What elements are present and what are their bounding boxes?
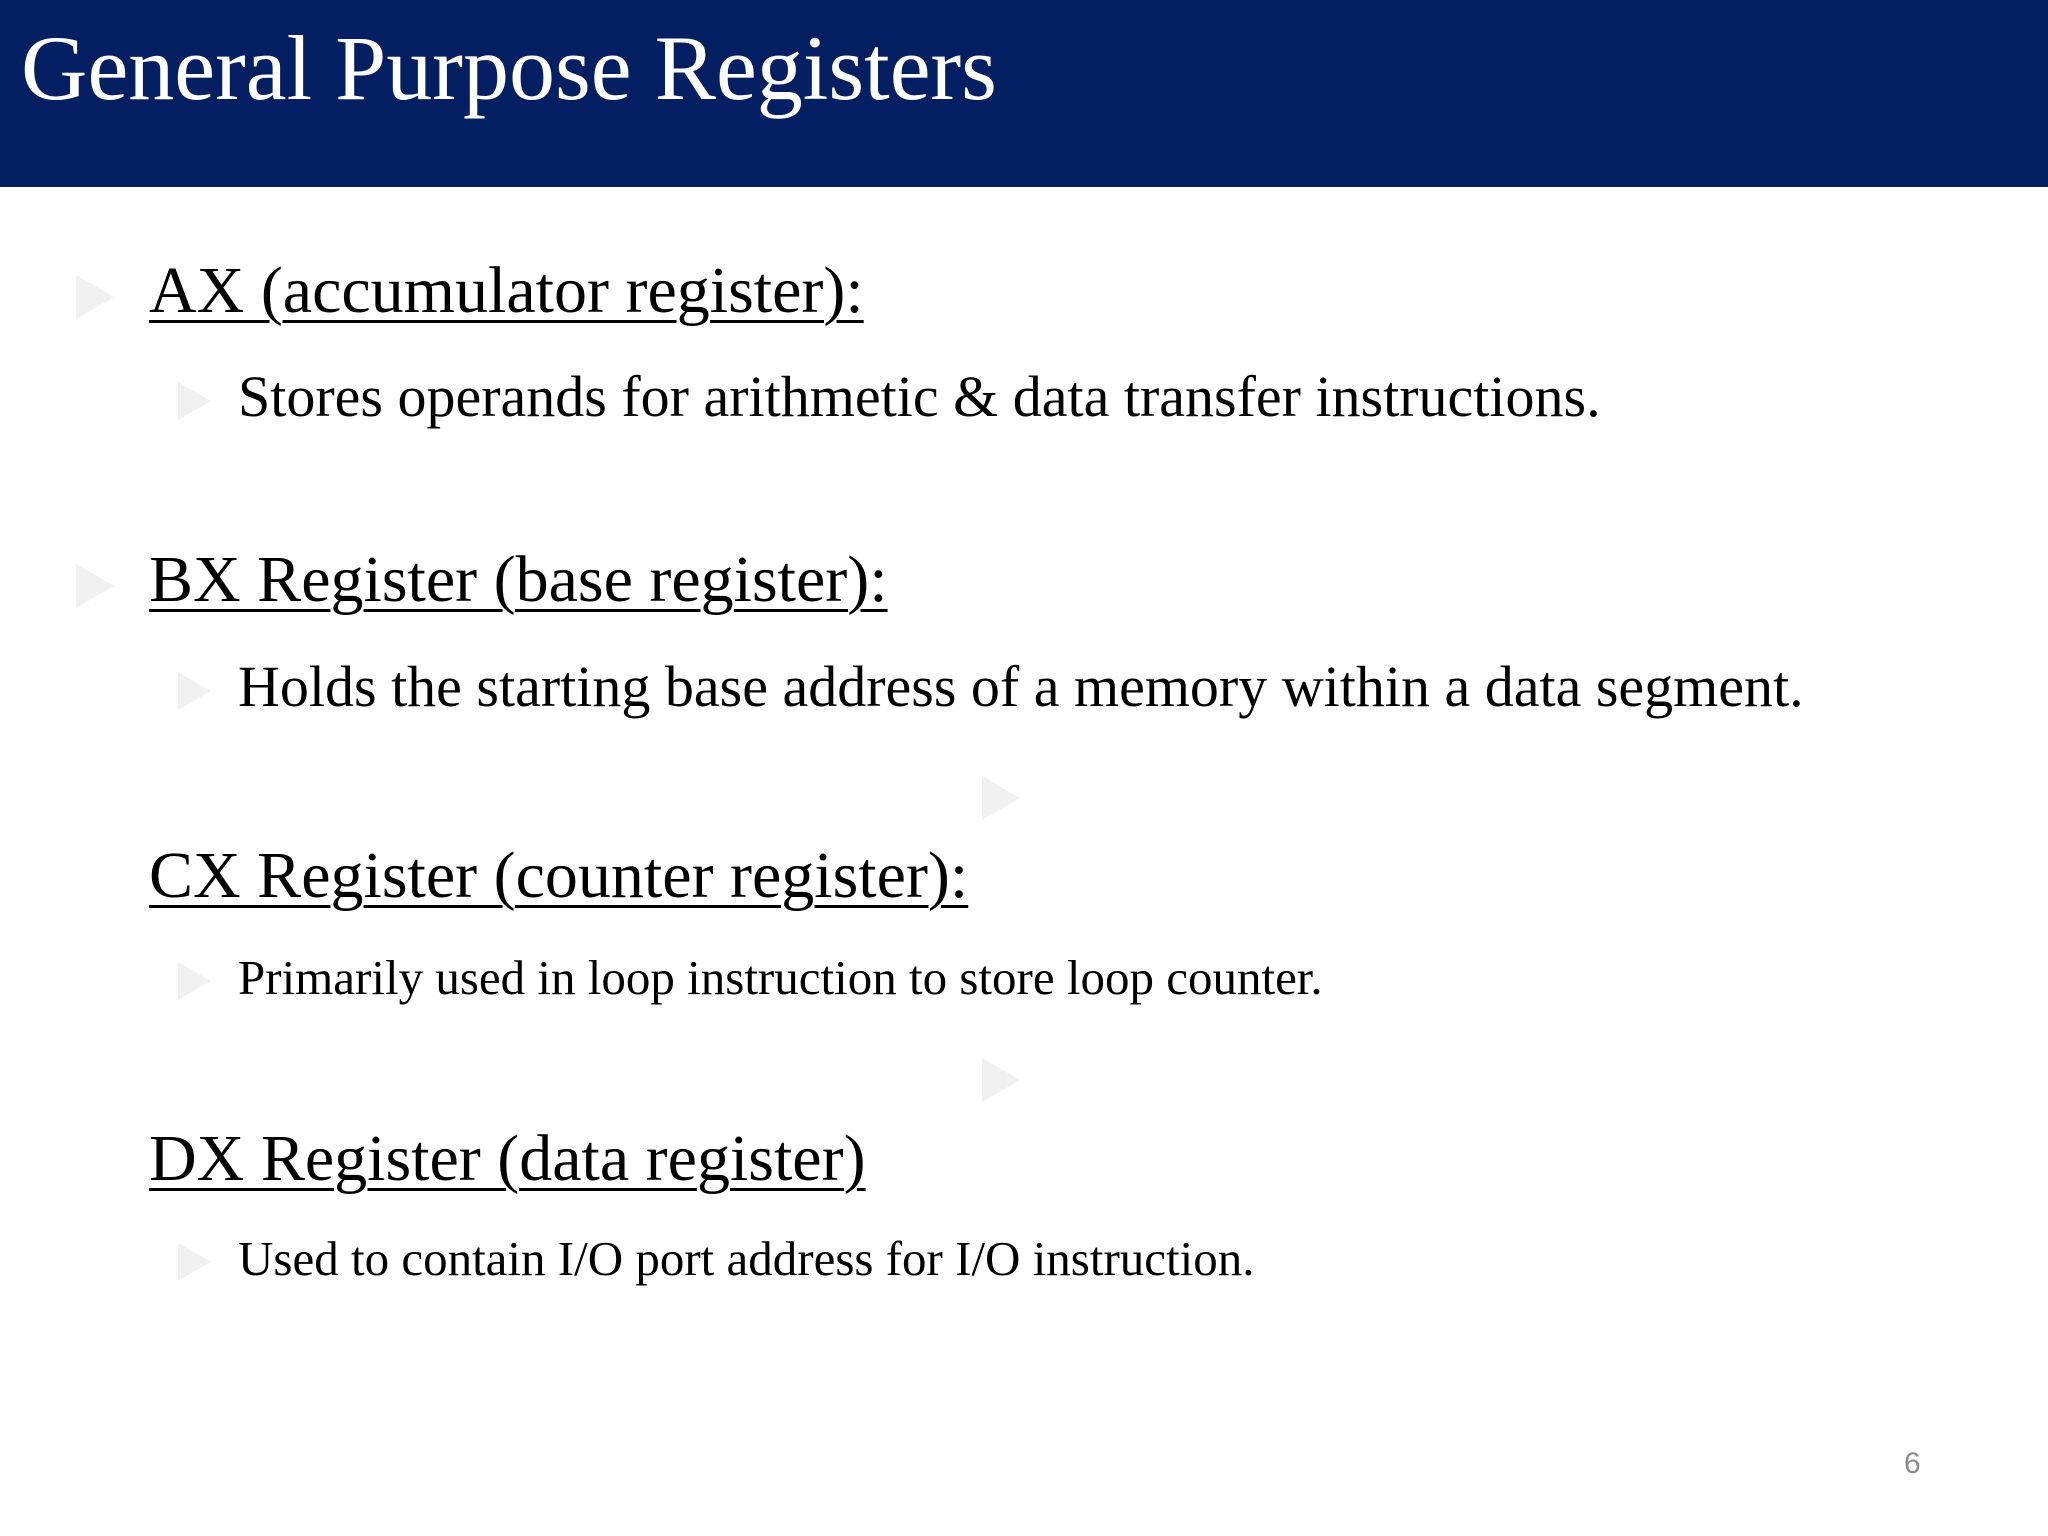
register-cx-heading: CX Register (counter register): — [149, 839, 969, 912]
bullet-arrow-icon — [982, 776, 1020, 820]
bullet-arrow-icon — [982, 1058, 1020, 1102]
bullet-arrow-icon — [178, 672, 211, 710]
slide-title: General Purpose Registers — [21, 17, 997, 119]
register-cx-description: Primarily used in loop instruction to store loop counter. — [238, 950, 1323, 1005]
register-bx-description: Holds the starting base address of a memory within a data segment. — [238, 654, 1804, 719]
bullet-arrow-icon — [178, 1243, 211, 1281]
bullet-arrow-icon — [76, 564, 114, 608]
register-dx-heading: DX Register (data register) — [149, 1122, 866, 1195]
register-bx-heading: BX Register (base register): — [149, 543, 888, 616]
title-bar — [0, 0, 2048, 187]
page-number: 6 — [1904, 1447, 1921, 1480]
bullet-arrow-icon — [178, 962, 211, 1000]
register-dx-description: Used to contain I/O port address for I/O instruction. — [238, 1231, 1255, 1286]
bullet-arrow-icon — [76, 275, 114, 319]
register-ax-heading: AX (accumulator register): — [149, 254, 864, 327]
bullet-arrow-icon — [178, 382, 211, 420]
register-ax-description: Stores operands for arithmetic & data transfer instructions. — [238, 364, 1601, 429]
